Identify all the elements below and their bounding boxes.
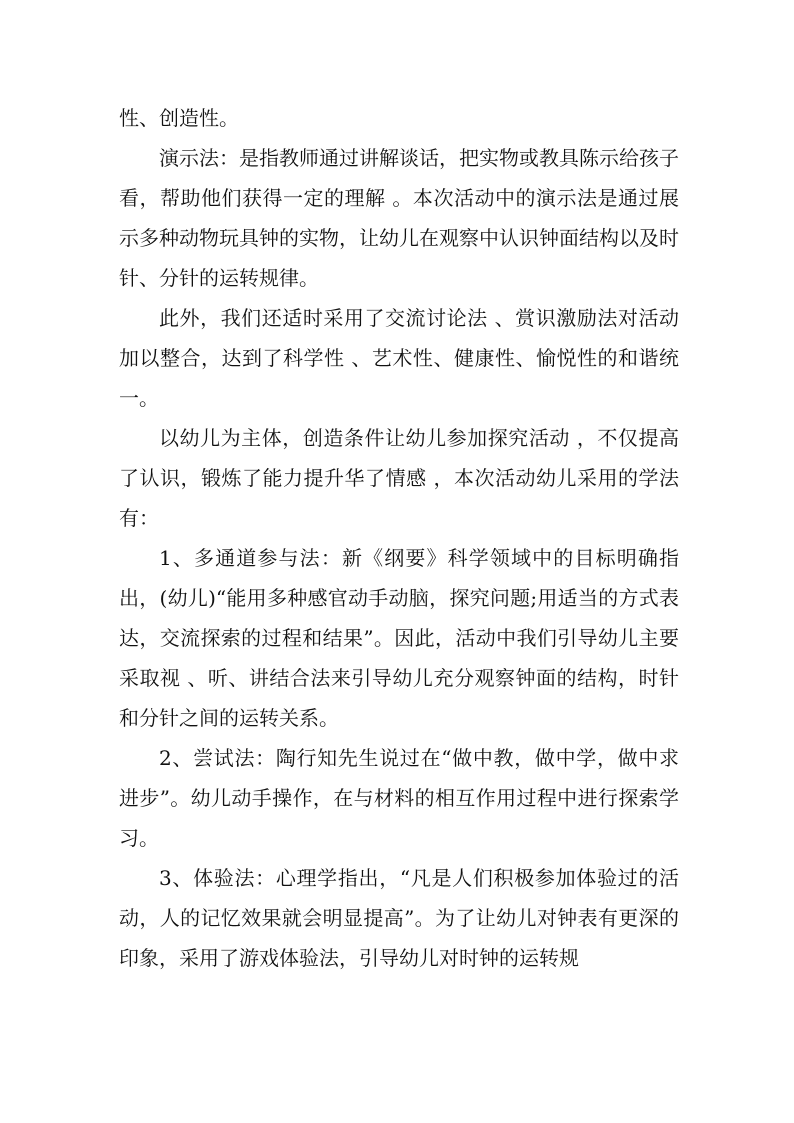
- paragraph-demonstration-method: 演示法：是指教师通过讲解谈话，把实物或教具陈示给孩子看，帮助他们获得一定的理解 。本次活动中的演示法是通过展示多种动物玩具钟的实物，让幼儿在观察中认识钟面结构以及时针、分针的运转规律。: [119, 146, 679, 290]
- paragraph-continuation: 性、创造性。: [119, 106, 239, 130]
- paragraph-additional-methods: 此外，我们还适时采用了交流讨论法 、赏识激励法对活动加以整合，达到了科学性 、艺术性、健康性、愉悦性的和谐统一。: [119, 306, 679, 410]
- paragraph-trial-method: 2、尝试法：陶行知先生说过在“做中教，做中学，做中求进步”。幼儿动手操作，在与材料的相互作用过程中进行探索学习。: [119, 746, 679, 850]
- paragraph-experience-method: 3、体验法：心理学指出，“凡是人们积极参加体验过的活动，人的记忆效果就会明显提高”。为了让幼儿对钟表有更深的印象，采用了游戏体验法，引导幼儿对时钟的运转规: [119, 866, 679, 970]
- document-body: [119, 98, 679, 978]
- paragraph-learning-methods-intro: 以幼儿为主体，创造条件让幼儿参加探究活动 ，不仅提高了认识，锻炼了能力提升华了情感 ，本次活动幼儿采用的学法有：: [119, 426, 679, 530]
- paragraph-multichannel-method: 1、多通道参与法：新《纲要》科学领域中的目标明确指出，(幼儿)“能用多种感官动手动脑，探究问题;用适当的方式表达，交流探索的过程和结果”。因此，活动中我们引导幼儿主要采取视 、听、讲结合法来引导幼儿充分观察钟面的结构，时针和分针之间的运转关系。: [119, 546, 679, 730]
